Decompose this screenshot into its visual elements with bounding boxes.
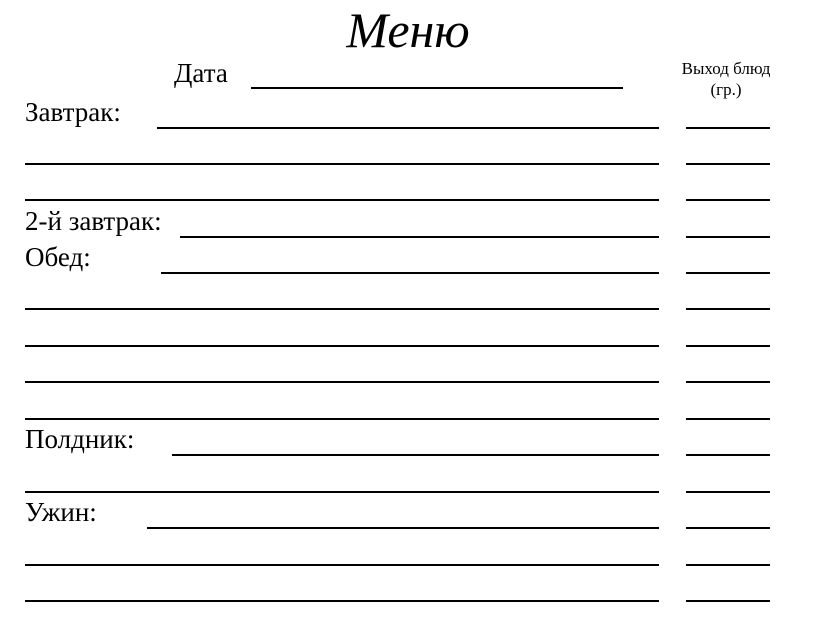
- meal-label: 2-й завтрак:: [25, 206, 162, 236]
- dish-line[interactable]: [25, 564, 659, 566]
- output-line[interactable]: [686, 308, 770, 310]
- meal-row-dinner: [0, 497, 816, 529]
- meal-row: [0, 169, 816, 201]
- output-line[interactable]: [686, 127, 770, 129]
- dish-line[interactable]: [25, 345, 659, 347]
- output-line[interactable]: [686, 163, 770, 165]
- date-label: Дата: [174, 58, 228, 88]
- dish-line[interactable]: [25, 491, 659, 493]
- dish-line[interactable]: [25, 308, 659, 310]
- output-line[interactable]: [686, 600, 770, 602]
- dish-line[interactable]: [25, 381, 659, 383]
- meal-row: [0, 534, 816, 566]
- meal-row-afternoon-snack: [0, 424, 816, 456]
- dish-line[interactable]: [25, 600, 659, 602]
- meal-row: [0, 388, 816, 420]
- dish-line[interactable]: [180, 236, 659, 238]
- output-line[interactable]: [686, 491, 770, 493]
- dish-line[interactable]: [147, 527, 659, 529]
- output-line[interactable]: [686, 199, 770, 201]
- meal-row: [0, 570, 816, 602]
- output-line[interactable]: [686, 272, 770, 274]
- meal-row-lunch: [0, 242, 816, 274]
- dish-line[interactable]: [161, 272, 659, 274]
- meal-label: Полдник:: [25, 424, 135, 454]
- output-line[interactable]: [686, 527, 770, 529]
- meal-label: Обед:: [25, 242, 91, 272]
- meal-row: [0, 278, 816, 310]
- output-column-header: Выход блюд (гр.): [681, 59, 771, 99]
- dish-line[interactable]: [25, 199, 659, 201]
- meal-label: Завтрак:: [25, 97, 121, 127]
- meal-row: [0, 351, 816, 383]
- meal-row-breakfast: [0, 97, 816, 129]
- dish-line[interactable]: [172, 454, 659, 456]
- meal-row: [0, 461, 816, 493]
- output-line[interactable]: [686, 564, 770, 566]
- meal-row-second-breakfast: [0, 206, 816, 238]
- page-title: Меню: [346, 2, 470, 58]
- meal-label: Ужин:: [25, 497, 97, 527]
- output-line[interactable]: [686, 381, 770, 383]
- dish-line[interactable]: [25, 418, 659, 420]
- meal-row: [0, 315, 816, 347]
- output-line[interactable]: [686, 345, 770, 347]
- meal-row: [0, 133, 816, 165]
- dish-line[interactable]: [25, 163, 659, 165]
- output-line[interactable]: [686, 236, 770, 238]
- output-line[interactable]: [686, 454, 770, 456]
- date-field[interactable]: [251, 87, 623, 89]
- dish-line[interactable]: [157, 127, 659, 129]
- output-line[interactable]: [686, 418, 770, 420]
